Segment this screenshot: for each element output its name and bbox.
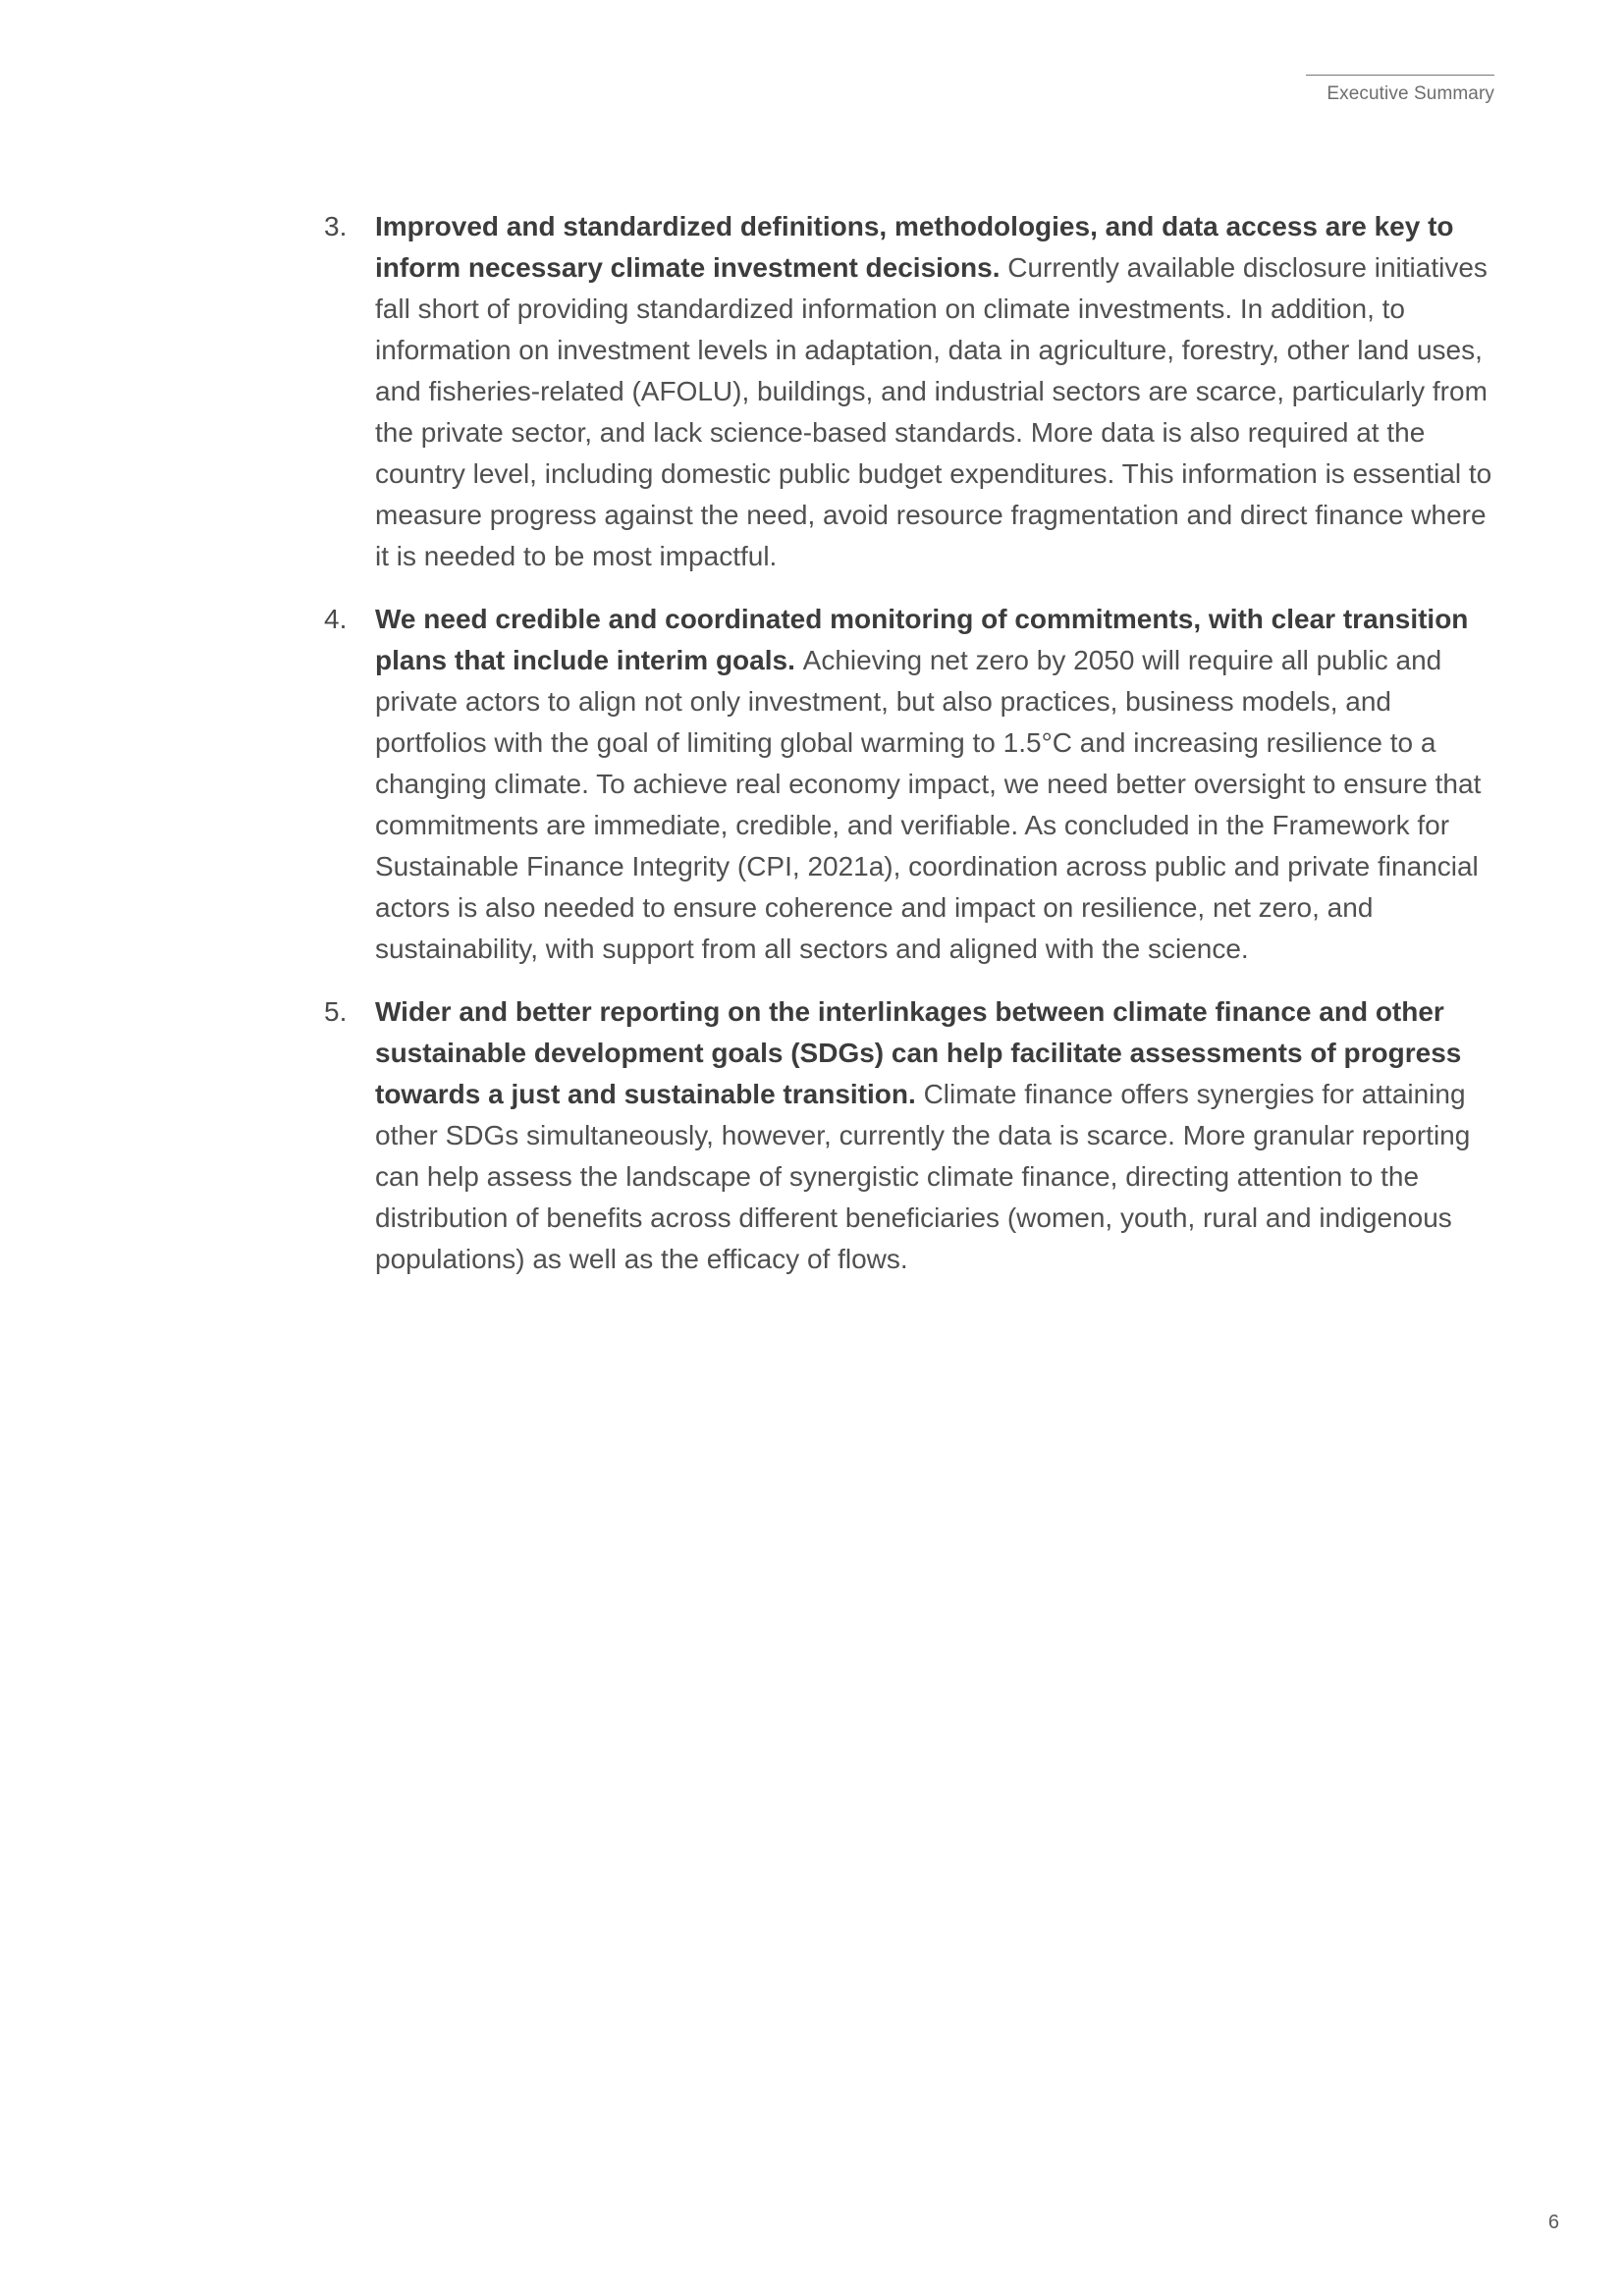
- list-item-number: 5.: [324, 996, 348, 1027]
- list-item-3: [324, 206, 1502, 577]
- running-header-section-title: Executive Summary: [1306, 75, 1494, 105]
- list-item-lead: We need credible and coordinated monitoring of commitments, with clear transition plans that include interim goals.: [375, 604, 1469, 675]
- list-item-lead: Wider and better reporting on the interlinkages between climate finance and other sustainable development goals (SDGs) can help facilitate assessments of progress towards a just and sustainable transition.: [375, 996, 1462, 1109]
- numbered-list: [324, 206, 1502, 1302]
- list-item-number: 4.: [324, 604, 348, 634]
- list-item-4: [324, 599, 1502, 970]
- page-number: 6: [1547, 2212, 1559, 2233]
- list-item-body: Climate finance offers synergies for attaining other SDGs simultaneously, however, currently the data is scarce. More granular reporting can help assess the landscape of synergistic climate finance, directing attention to the distribution of benefits across different beneficiaries (women, youth, rural and indigenous populations) as well as the efficacy of flows.: [375, 1079, 1471, 1274]
- list-item-5: [324, 991, 1502, 1280]
- list-item-body: Achieving net zero by 2050 will require all public and private actors to align not only investment, but also practices, business models, and portfolios with the goal of limiting global warming to 1.5°C and increasing resilience to a changing climate. To achieve real economy impact, we need better oversight to ensure that commitments are immediate, credible, and verifiable. As concluded in the Framework for Sustainable Finance Integrity (CPI, 2021a), coordination across public and private financial actors is also needed to ensure coherence and impact on resilience, net zero, and sustainability, with support from all sectors and aligned with the science.: [375, 645, 1482, 964]
- list-item-body: Currently available disclosure initiatives fall short of providing standardized information on climate investments. In addition, to information on investment levels in adaptation, data in agriculture, forestry, other land uses, and fisheries-related (AFOLU), buildings, and industrial sectors are scarce, particularly from the private sector, and lack science-based standards. More data is also required at the country level, including domestic public budget expenditures. This information is essential to measure progress against the need, avoid resource fragmentation and direct finance where it is needed to be most impactful.: [375, 252, 1492, 571]
- list-item-lead: Improved and standardized definitions, methodologies, and data access are key to inform necessary climate investment decisions.: [375, 211, 1454, 283]
- list-item-number: 3.: [324, 211, 348, 241]
